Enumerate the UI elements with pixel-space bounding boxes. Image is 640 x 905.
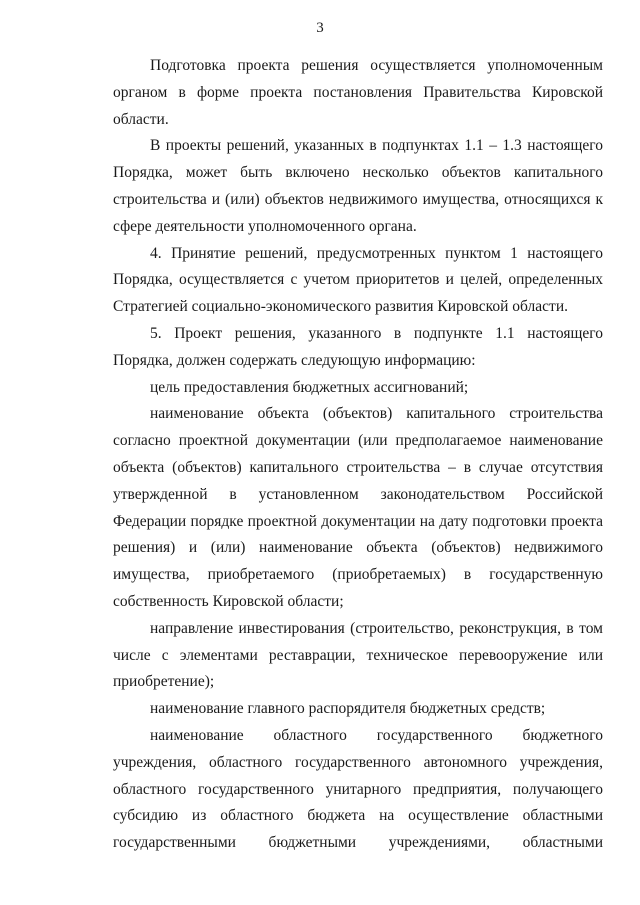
- paragraph-investment-direction: направление инвестирования (строительство, реконструкция, в том числе с элементами реставрации, техническое перевооружение или приобретение);: [113, 619, 603, 691]
- paragraph-institution-name: наименование областного государственного бюджетного учреждения, областного государственного автономного учреждения, областного государственного унитарного предприятия, получающего субсидию из областного бюджета на осуществление областными государственными бюджетными учреждениями, областными: [113, 726, 603, 852]
- paragraph-preparation: Подготовка проекта решения осуществляется уполномоченным органом в форме проекта постановления Правительства Кировской области.: [113, 57, 603, 128]
- paragraph-budget-manager: наименование главного распорядителя бюджетных средств;: [150, 700, 546, 718]
- paragraph-object-name: наименование объекта (объектов) капитального строительства согласно проектной документации (или предполагаемое наименование объекта (объектов) капитального строительства – в случае отсутствия утвержденной в установленном законодательством Российской Федерации порядке проектной документации на дату подготовки проекта решения) и (или) наименование объекта (объектов) недвижимого имущества, приобретаемого (приобретаемых) в государственную собственность Кировской области;: [113, 405, 603, 610]
- paragraph-multiple-objects: В проекты решений, указанных в подпунктах 1.1 – 1.3 настоящего Порядка, может быть включено несколько объектов капитального строительства и (или) объектов недвижимого имущества, относящихся к сфере деятельности уполномоченного органа.: [113, 137, 603, 235]
- page-number: 3: [316, 20, 324, 36]
- paragraph-item-4: 4. Принятие решений, предусмотренных пунктом 1 настоящего Порядка, осуществляется с учетом приоритетов и целей, определенных Стратегией социально-экономического развития Кировской области.: [113, 244, 603, 316]
- paragraph-purpose: цель предоставления бюджетных ассигнований;: [150, 378, 469, 396]
- paragraph-item-5: 5. Проект решения, указанного в подпункте 1.1 настоящего Порядка, должен содержать следующую информацию:: [113, 324, 603, 369]
- document-body: [113, 53, 603, 857]
